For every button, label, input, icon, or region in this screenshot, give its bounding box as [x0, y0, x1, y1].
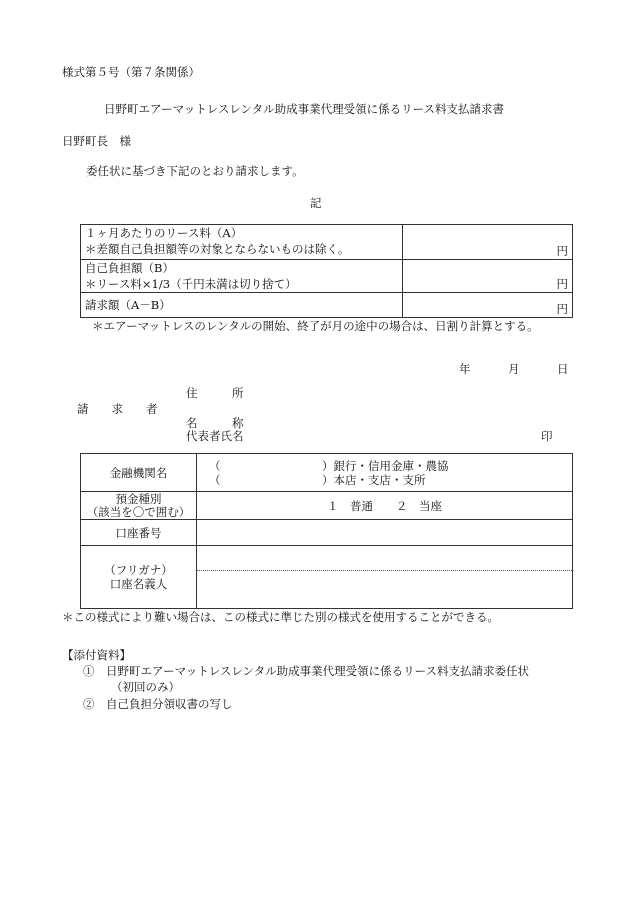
attachment-item-2: ② 自己負担分領収書の写し [83, 697, 233, 711]
yen-unit: 円 [556, 277, 568, 291]
date-month: 月 [508, 362, 520, 376]
fee-row-lease [81, 225, 573, 260]
claim-amount-cell[interactable] [403, 293, 573, 318]
attachment-item-1: ① 日野町エアーマットレスレンタル助成事業代理受領に係るリース料支払請求委任状 [83, 664, 530, 678]
fee-table [80, 224, 573, 318]
deposit-type-instruction: （該当を〇で囲む） [86, 504, 191, 519]
account-number-field[interactable] [197, 520, 573, 546]
account-holder-field[interactable] [197, 571, 572, 608]
addressee: 日野町長 様 [62, 134, 131, 148]
bank-row-institution [81, 454, 573, 492]
self-pay-note: ＊リース料×1/3（千円未満は切り捨て） [85, 277, 297, 291]
yen-unit: 円 [556, 244, 568, 258]
institution-field[interactable]: （ ）銀行・信用金庫・農協 （ ）本店・支店・支所 [197, 454, 573, 492]
date-day: 日 [557, 362, 569, 376]
lease-fee-amount-cell[interactable] [403, 225, 573, 260]
lease-fee-label: １ヶ月あたりのリース料（A） [85, 226, 243, 240]
fee-row-self-pay [81, 260, 573, 293]
branch-type-options: ）本店・支店・支所 [322, 473, 426, 487]
account-number-label: 口座番号 [81, 520, 197, 546]
seal-mark: 印 [541, 429, 553, 443]
furigana-label: （フリガナ） [104, 563, 173, 577]
account-holder-label: 口座名義人 [109, 577, 168, 591]
claimant-address-label: 住 所 [186, 386, 244, 400]
fee-row-claim [81, 293, 573, 318]
attachments-heading: 【添付資料】 [62, 648, 131, 662]
deposit-type-label: 預金種別 [115, 491, 162, 506]
document-title: 日野町エアーマットレスレンタル助成事業代理受領に係るリース料支払請求書 [104, 102, 505, 116]
self-pay-label: 自己負担額（B） [85, 261, 174, 275]
intro-text: 委任状に基づき下記のとおり請求します。 [86, 164, 304, 178]
attachment-item-1-note: （初回のみ） [111, 680, 180, 694]
ki-label: 記 [310, 196, 322, 210]
form-note: ＊この様式により難い場合は、この様式に準じた別の様式を使用することができる。 [62, 610, 499, 624]
bank-row-account-number [81, 520, 573, 546]
form-number: 様式第５号（第７条関係） [62, 65, 200, 79]
bank-row-account-holder [81, 546, 573, 609]
institution-label: 金融機関名 [81, 454, 197, 492]
lease-fee-note: ＊差額自己負担額等の対象とならないものは除く。 [85, 242, 350, 256]
deposit-type-options[interactable]: １ 普通 ２ 当座 [197, 492, 573, 520]
claimant-representative-label: 代表者氏名 [186, 429, 244, 443]
furigana-field[interactable] [197, 546, 572, 571]
claimant-name-label: 名 称 [186, 416, 244, 430]
bank-table [80, 453, 573, 609]
self-pay-amount-cell[interactable] [403, 260, 573, 293]
fee-note: ＊エアーマットレスのレンタルの開始、終了が月の途中の場合は、日割り計算とする。 [92, 319, 539, 333]
bank-row-deposit-type [81, 492, 573, 520]
yen-unit: 円 [556, 302, 568, 316]
claim-amount-label: 請求額（A－B） [85, 298, 171, 312]
date-year: 年 [459, 362, 471, 376]
claimant-label: 請 求 者 [77, 402, 158, 416]
institution-type-options: ）銀行・信用金庫・農協 [322, 459, 449, 473]
